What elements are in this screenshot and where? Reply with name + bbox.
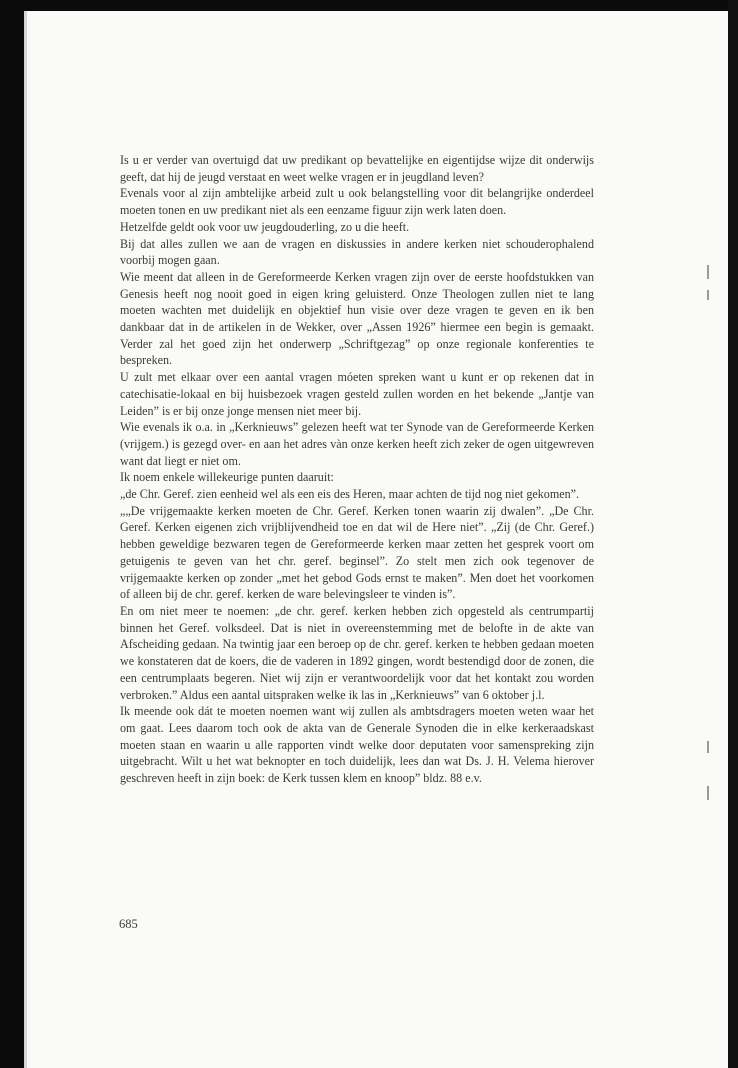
paragraph: Ik meende ook dát te moeten noemen want wij zullen als ambtsdragers moeten weten waar het om gaat. Lees daarom toch ook de akta van de Generale Synoden die in elke kerkeraadskast moeten staan en waarin u alle rapporten vindt welke door deputaten voor samenspreking zijn uitgebracht. Wilt u het wat beknopter en toch duidelijk, lees dan wat Ds. J. H. Velema hierover geschreven heeft in zijn boek: de Kerk tussen klem en knoop” bldz. 88 e.v. bbox=[120, 704, 594, 786]
margin-mark bbox=[707, 265, 709, 279]
paragraph: Ik noem enkele willekeurige punten daaruit: bbox=[120, 470, 334, 485]
paragraph: „de Chr. Geref. zien eenheid wel als een eis des Heren, maar achten de tijd nog niet gekomen”. bbox=[120, 487, 580, 502]
scan-border-top bbox=[0, 0, 738, 11]
paragraph: Wie meent dat alleen in de Gereformeerde Kerken vragen zijn over de eerste hoofdstukken van Genesis heeft nog nooit goed in eigen kring geluisterd. Onze Theologen zullen niet te lang moeten wachten met duidelijk en objektief hun visie over deze vragen te geven en ik ben dankbaar dat in de artikelen in de Wekker, over „Assen 1926” hiermee een begin is gemaakt. Verder zal het goed zijn het onderwerp „Schriftgezag” op onze regionale konferenties te bespreken. bbox=[120, 269, 594, 368]
margin-mark bbox=[707, 786, 709, 800]
scan-border-left bbox=[0, 0, 24, 1068]
paragraph: Evenals voor al zijn ambtelijke arbeid zult u ook belangstelling voor dit belangrijke onderdeel moeten tonen en uw predikant niet als een eenzame figuur zijn werk laten doen. bbox=[120, 186, 594, 218]
paragraph: „„De vrijgemaakte kerken moeten de Chr. Geref. Kerken tonen waarin zij dwalen”. „De Chr. Geref. Kerken eigenen zich vrijblijvendheid toe en dat wil de Here niet”. „Zij (de Chr. Geref.) hebben geweldige bezwaren tegen de Gereformeerde kerken maar zetten het gesprek voort om getuigenis te geven van het chr. geref. beginsel”. Zo stelt men zich ook tegenover de vrijgemaakte kerken op zonder „met het gebod Gods ernst te maken”. Men doet het voorkomen of alleen bij de chr. geref. kerken de ware belevingsleer te vinden is”. bbox=[120, 503, 594, 602]
margin-mark bbox=[707, 741, 709, 753]
page-number: 685 bbox=[119, 917, 138, 931]
margin-mark bbox=[707, 290, 709, 300]
paragraph: Wie evenals ik o.a. in „Kerknieuws” gelezen heeft wat ter Synode van de Gereformeerde Kerken (vrijgem.) is gezegd over- en aan het adres vàn onze kerken heeft zich zeker de ogen uitgewreven want dat liegt er niet om. bbox=[120, 420, 594, 468]
paragraph: U zult met elkaar over een aantal vragen móeten spreken want u kunt er op rekenen dat in catechisatie-lokaal en bij huisbezoek vragen gesteld zullen worden en het bekende „Jantje van Leiden” is er bij onze jonge mensen niet meer bij. bbox=[120, 370, 594, 418]
scan-border-right bbox=[728, 0, 738, 1068]
paragraph: En om niet meer te noemen: „de chr. geref. kerken hebben zich opgesteld als centrumpartij binnen het Geref. volksdeel. Dat is niet in overeenstemming met de belofte in de akte van Afscheiding gedaan. Na twintig jaar een beroep op de chr. geref. kerken te hebben gedaan moeten we konstateren dat de koers, die de vaderen in 1892 gingen, wordt bestendigd door de zonen, die een centrumplaats begeren. Niet wij zijn er verantwoordelijk voor dat het kontakt zou worden verbroken.” Aldus een aantal uitspraken welke ik las in „Kerknieuws” van 6 oktober j.l. bbox=[120, 603, 594, 702]
paragraph: Is u er verder van overtuigd dat uw predikant op bevattelijke en eigentijdse wijze dit onderwijs geeft, dat hij de jeugd verstaat en weet welke vragen er in jeugdland leven? bbox=[120, 153, 594, 184]
paragraph: Bij dat alles zullen we aan de vragen en diskussies in andere kerken niet schouderophalend voorbij mogen gaan. bbox=[120, 236, 594, 268]
paragraph: Hetzelfde geldt ook voor uw jeugdouderling, zo u die heeft. bbox=[120, 219, 410, 234]
body-text bbox=[120, 152, 594, 787]
